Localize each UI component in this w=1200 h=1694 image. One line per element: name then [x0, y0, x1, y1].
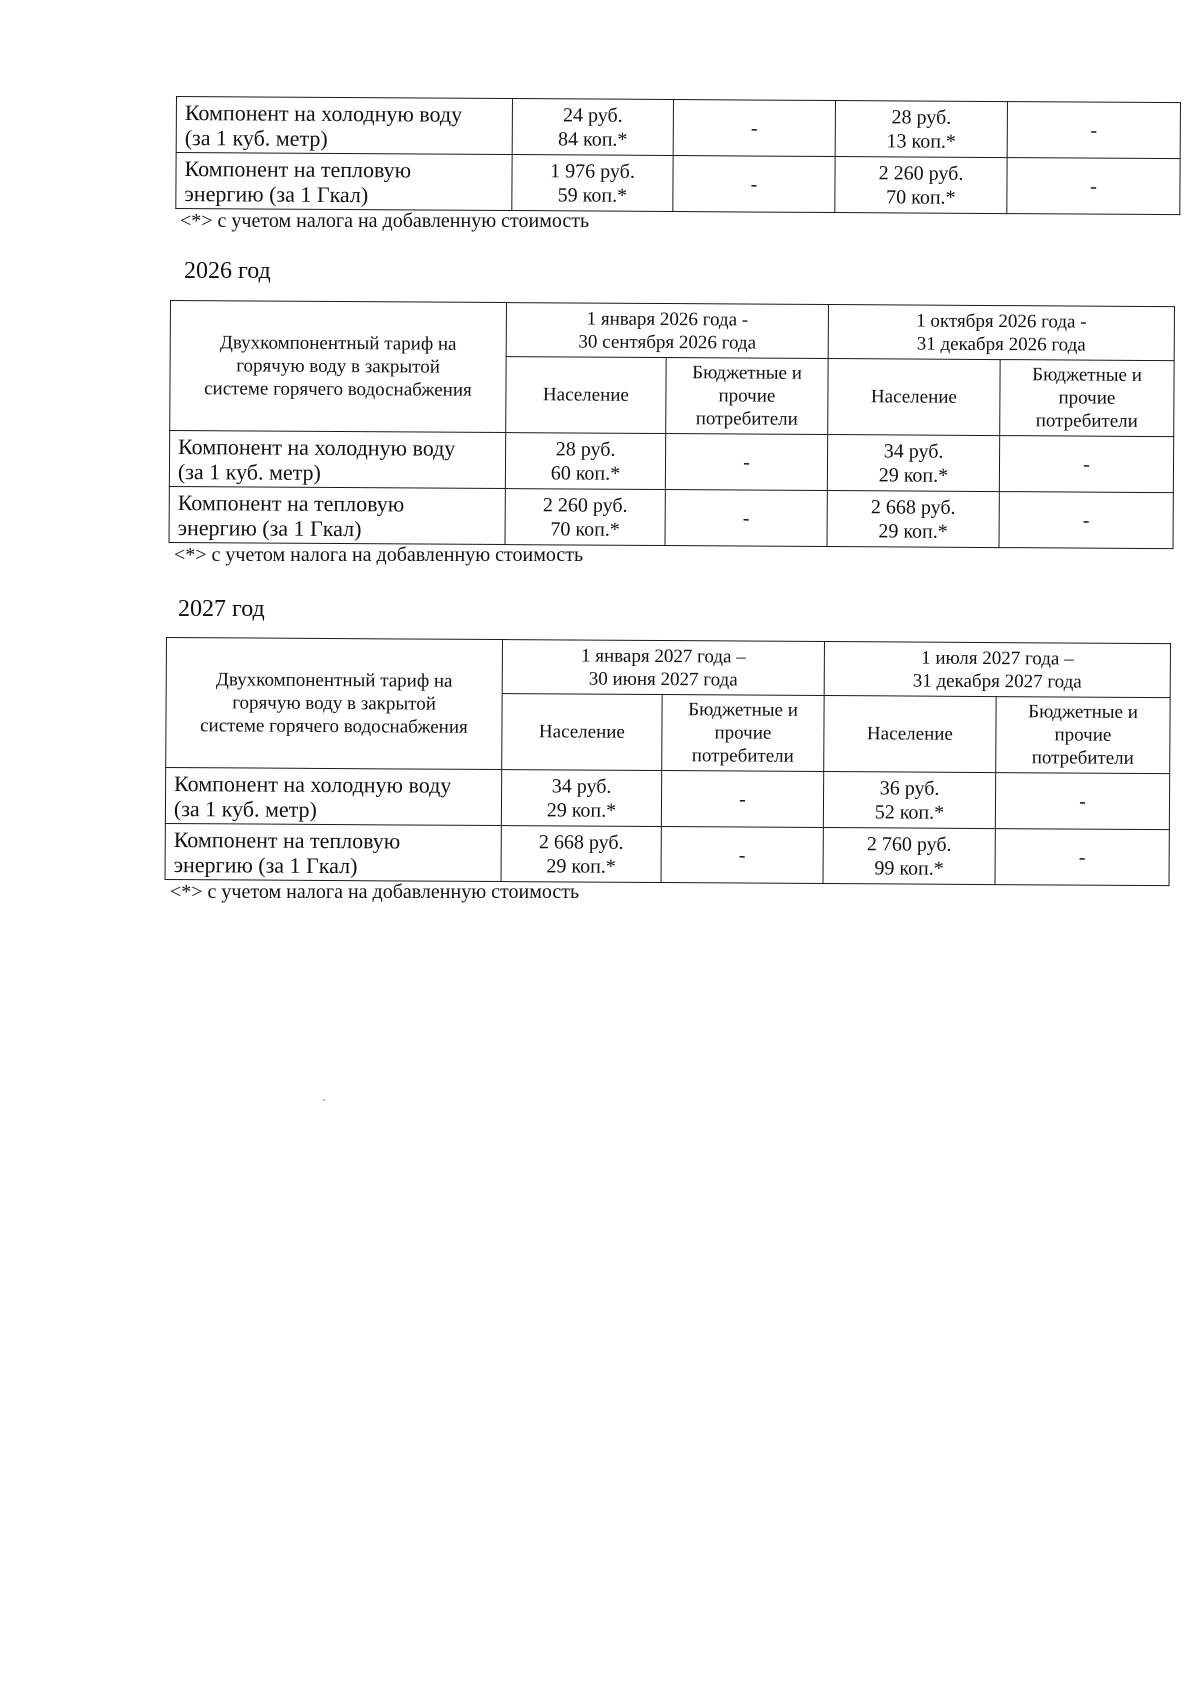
tariff-table-2027 — [165, 637, 1171, 886]
cell-p1-population: 28 руб. 60 коп.* — [505, 433, 665, 490]
table-row — [165, 768, 1169, 830]
row-label-cold-water: Компонент на холодную воду (за 1 куб. метр) — [165, 768, 501, 826]
tariff-table-continued — [175, 96, 1181, 215]
table-header-label: Двухкомпонентный тариф на горячую воду в закрытой системе горячего водоснабжения — [170, 301, 507, 433]
period-header-2: 1 июля 2027 года – 31 декабря 2027 года — [824, 642, 1170, 698]
cell-p2-budget: - — [995, 829, 1169, 886]
cell-p1-population: 34 руб. 29 коп.* — [501, 770, 661, 827]
cell-p1-budget: - — [673, 100, 835, 157]
table-row — [169, 486, 1173, 548]
table-row — [176, 153, 1180, 215]
col-header-population: Население — [506, 357, 666, 434]
cell-p1-budget: - — [661, 771, 823, 828]
tariff-table-2026 — [169, 300, 1175, 549]
cell-p2-population: 34 руб. 29 коп.* — [827, 435, 999, 492]
cell-p1-population: 2 668 руб. 29 коп.* — [501, 826, 661, 883]
year-heading-2026: 2026 год — [184, 258, 271, 284]
tariff-table-2027-block — [166, 637, 1171, 903]
cell-p1-budget: - — [661, 827, 823, 884]
row-label-heat-energy: Компонент на тепловую энергию (за 1 Гкал) — [165, 823, 501, 881]
table-row — [165, 823, 1169, 885]
cell-p1-population: 2 260 руб. 70 коп.* — [505, 489, 665, 546]
vat-footnote: <*> с учетом налога на добавленную стоимость — [174, 544, 584, 566]
cell-p2-budget: - — [999, 492, 1173, 549]
cell-p2-budget: - — [999, 436, 1173, 493]
row-label-heat-energy: Компонент на тепловую энергию (за 1 Гкал) — [169, 486, 505, 544]
cell-p2-population: 36 руб. 52 коп.* — [823, 772, 995, 829]
col-header-budget: Бюджетные и прочие потребители — [996, 697, 1170, 774]
table-row — [169, 431, 1173, 493]
period-header-1: 1 января 2026 года - 30 сентября 2026 года — [506, 303, 828, 359]
cell-p2-budget: - — [995, 773, 1169, 830]
year-heading-2027: 2027 год — [178, 596, 265, 622]
vat-footnote: <*> с учетом налога на добавленную стоимость — [180, 210, 590, 232]
col-header-budget: Бюджетные и прочие потребители — [666, 358, 828, 435]
cell-p2-population: 28 руб. 13 коп.* — [835, 101, 1007, 158]
cell-p1-population: 1 976 руб. 59 коп.* — [512, 155, 673, 212]
cell-p2-population: 2 668 руб. 29 коп.* — [827, 491, 999, 548]
col-header-budget: Бюджетные и прочие потребители — [1000, 360, 1174, 437]
vat-footnote: <*> с учетом налога на добавленную стоимость — [170, 881, 580, 903]
cell-p1-budget: - — [665, 434, 827, 491]
tariff-table-continued-block — [176, 96, 1181, 232]
col-header-population: Население — [502, 694, 662, 771]
row-label-cold-water: Компонент на холодную воду (за 1 куб. метр) — [176, 97, 512, 155]
cell-p1-budget: - — [665, 490, 827, 547]
row-label-heat-energy: Компонент на тепловую энергию (за 1 Гкал) — [176, 153, 512, 211]
cell-p1-budget: - — [673, 156, 835, 213]
period-header-1: 1 января 2027 года – 30 июня 2027 года — [502, 640, 824, 696]
col-header-population: Население — [828, 359, 1000, 436]
table-row — [176, 97, 1180, 159]
table-header-label: Двухкомпонентный тариф на горячую воду в закрытой системе горячего водоснабжения — [166, 638, 503, 770]
col-header-budget: Бюджетные и прочие потребители — [662, 695, 824, 772]
cell-p2-budget: - — [1007, 102, 1180, 159]
cell-p2-budget: - — [1007, 158, 1180, 215]
col-header-population: Население — [824, 696, 996, 773]
cell-p1-population: 24 руб. 84 коп.* — [512, 99, 673, 156]
tariff-table-2026-block — [170, 300, 1175, 566]
row-label-cold-water: Компонент на холодную воду (за 1 куб. метр) — [169, 431, 505, 489]
cell-p2-population: 2 760 руб. 99 коп.* — [823, 828, 995, 885]
scan-speck — [323, 1099, 325, 1101]
period-header-2: 1 октября 2026 года - 31 декабря 2026 года — [828, 305, 1174, 361]
cell-p2-population: 2 260 руб. 70 коп.* — [835, 157, 1007, 214]
